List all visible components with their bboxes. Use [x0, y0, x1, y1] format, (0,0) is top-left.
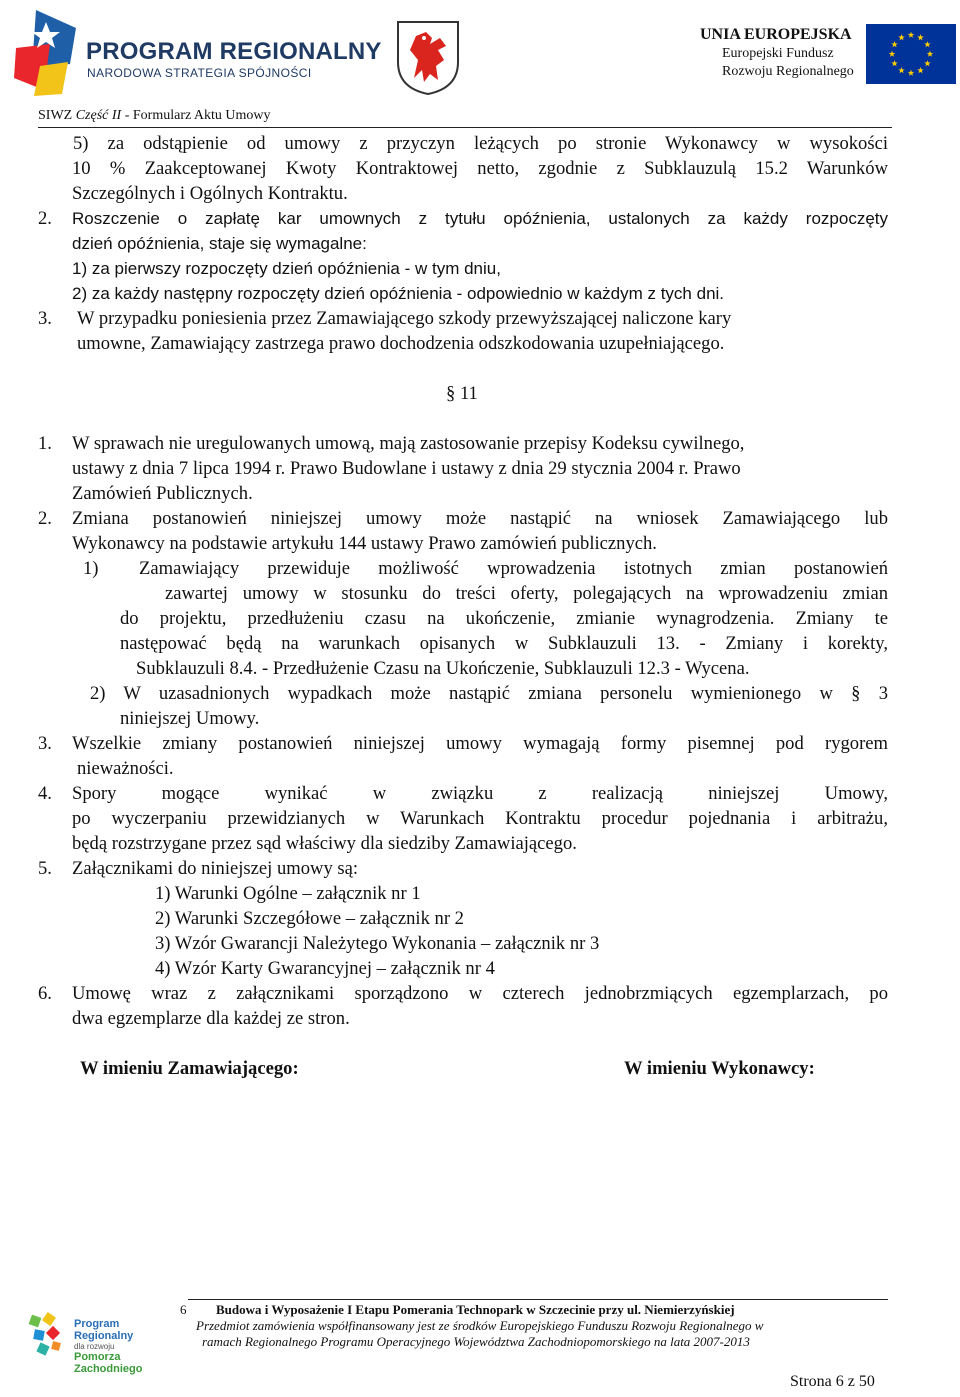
attachment-item: 2) Warunki Szczegółowe – załącznik nr 2 — [155, 908, 464, 929]
text-line: Zamówień Publicznych. — [72, 483, 253, 504]
footer-project-title: Budowa i Wyposażenie I Etapu Pomerania Technopark w Szczecinie przy ul. Niemierzyńskiej — [216, 1302, 735, 1317]
list-number: 3. — [38, 308, 52, 329]
text-line: Umowę wraz z załącznikami sporządzono w czterech jednobrzmiących egzemplarzach, po — [72, 983, 888, 1004]
footer-logo-text: Program Regionalny dla rozwoju Pomorza Zachodniego — [74, 1318, 143, 1375]
text-line: Wykonawcy na podstawie artykułu 144 ustawy Prawo zamówień publicznych. — [72, 533, 657, 554]
text-line: Zmiana postanowień niniejszej umowy może nastąpić na wniosek Zamawiającego lub — [72, 508, 888, 529]
text-line: po wyczerpaniu przewidzianych w Warunkach Kontraktu procedur pojednania i arbitrażu, — [72, 808, 888, 829]
signature-zamawiajacy-label: W imieniu Zamawiającego: — [80, 1058, 299, 1079]
list-number: 3. — [38, 733, 52, 754]
text-line: następować będą na warunkach opisanych w Subklauzuli 13. - Zmiany i korekty, — [120, 633, 888, 654]
text-line: ustawy z dnia 7 lipca 1994 r. Prawo Budowlane i ustawy z dnia 29 stycznia 2004 r. Prawo — [72, 458, 741, 479]
text-line: W przypadku poniesienia przez Zamawiającego szkody przewyższającej naliczone kary — [77, 308, 732, 329]
attachment-item: 1) Warunki Ogólne – załącznik nr 1 — [155, 883, 421, 904]
text-line: do projektu, przedłużeniu czasu na ukończenie, zmianie wynagrodzenia. Zmiany te — [120, 608, 888, 629]
program-regionalny-logo-icon — [10, 8, 82, 100]
text-line: Zamawiający przewiduje możliwość wprowadzenia istotnych zmian postanowień — [139, 558, 888, 579]
footer-cofinance-line2: ramach Regionalnego Programu Operacyjnego Województwa Zachodniopomorskiego na lata 2007-2013 — [202, 1334, 750, 1349]
list-number: 6. — [38, 983, 52, 1004]
text-line: Roszczenie o zapłatę kar umownych z tytułu opóźnienia, ustalonych za każdy rozpoczęty — [72, 209, 888, 228]
text-line: 2) za każdy następny rozpoczęty dzień opóźnienia - odpowiednio w każdym z tych dni. — [72, 284, 725, 303]
attachment-item: 4) Wzór Karty Gwarancyjnej – załącznik nr 4 — [155, 958, 495, 979]
text-line: 5) za odstąpienie od umowy z przyczyn leżących po stronie Wykonawcy w wysokości — [73, 133, 888, 154]
text-line: będą rozstrzygane przez sąd właściwy dla siedziby Zamawiającego. — [72, 833, 577, 854]
text-line: W sprawach nie uregulowanych umową, mają zastosowanie przepisy Kodeksu cywilnego, — [72, 433, 745, 454]
eu-flag-icon — [866, 24, 956, 84]
list-number: 1) — [83, 558, 99, 579]
text-line: dzień opóźnienia, staje się wymagalne: — [72, 234, 367, 253]
signature-wykonawca-label: W imieniu Wykonawcy: — [624, 1058, 815, 1079]
header-divider — [38, 127, 892, 128]
text-line: 10 % Zaakceptowanej Kwoty Kontraktowej netto, zgodnie z Subklauzulą 15.2 Warunków — [72, 158, 888, 179]
eu-fund-line1: Europejski Fundusz — [722, 46, 834, 61]
text-line: Wszelkie zmiany postanowień niniejszej umowy wymagają formy pisemnej pod rygorem — [72, 733, 888, 754]
attachment-item: 3) Wzór Gwarancji Należytego Wykonania – załącznik nr 3 — [155, 933, 600, 954]
footer-page-number: 6 — [180, 1302, 187, 1317]
text-line: Spory mogące wynikać w związku z realizacją niniejszej Umowy, — [72, 783, 888, 804]
page-counter: Strona 6 z 50 — [790, 1373, 875, 1390]
text-line: Szczególnych i Ogólnych Kontraktu. — [72, 183, 348, 204]
list-number: 1. — [38, 433, 52, 454]
eu-title: UNIA EUROPEJSKA — [700, 26, 852, 43]
text-line: zawartej umowy w stosunku do treści oferty, polegających na wprowadzeniu zmian — [165, 583, 888, 604]
list-number: 2. — [38, 208, 52, 229]
program-title: PROGRAM REGIONALNY — [86, 38, 382, 65]
list-number: 4. — [38, 783, 52, 804]
footer-divider — [188, 1299, 888, 1300]
text-line: nieważności. — [77, 758, 174, 779]
pomorze-zachodnie-logo-icon — [26, 1312, 68, 1366]
text-line: Załącznikami do niniejszej umowy są: — [72, 858, 359, 879]
list-number: 2. — [38, 508, 52, 529]
program-subtitle: NARODOWA STRATEGIA SPÓJNOŚCI — [87, 66, 312, 80]
griffin-coat-of-arms-icon — [396, 20, 460, 96]
text-line: umowne, Zamawiający zastrzega prawo dochodzenia odszkodowania uzupełniającego. — [77, 333, 725, 354]
text-line: Subklauzuli 8.4. - Przedłużenie Czasu na Ukończenie, Subklauzuli 12.3 - Wycena. — [136, 658, 750, 679]
document-reference: SIWZ Część II - Formularz Aktu Umowy — [38, 108, 271, 123]
text-line: dwa egzemplarze dla każdej ze stron. — [72, 1008, 350, 1029]
footer-cofinance-line1: Przedmiot zamówienia współfinansowany jest ze środków Europejskiego Funduszu Rozwoju Regionalnego w — [196, 1318, 764, 1333]
list-number: 5. — [38, 858, 52, 879]
text-line: niniejszej Umowy. — [120, 708, 260, 729]
text-line: 1) za pierwszy rozpoczęty dzień opóźnienia - w tym dniu, — [72, 259, 501, 278]
eu-fund-line2: Rozwoju Regionalnego — [722, 64, 854, 79]
section-heading: § 11 — [446, 383, 478, 404]
text-line: 2) W uzasadnionych wypadkach może nastąpić zmiana personelu wymienionego w § 3 — [90, 683, 888, 704]
